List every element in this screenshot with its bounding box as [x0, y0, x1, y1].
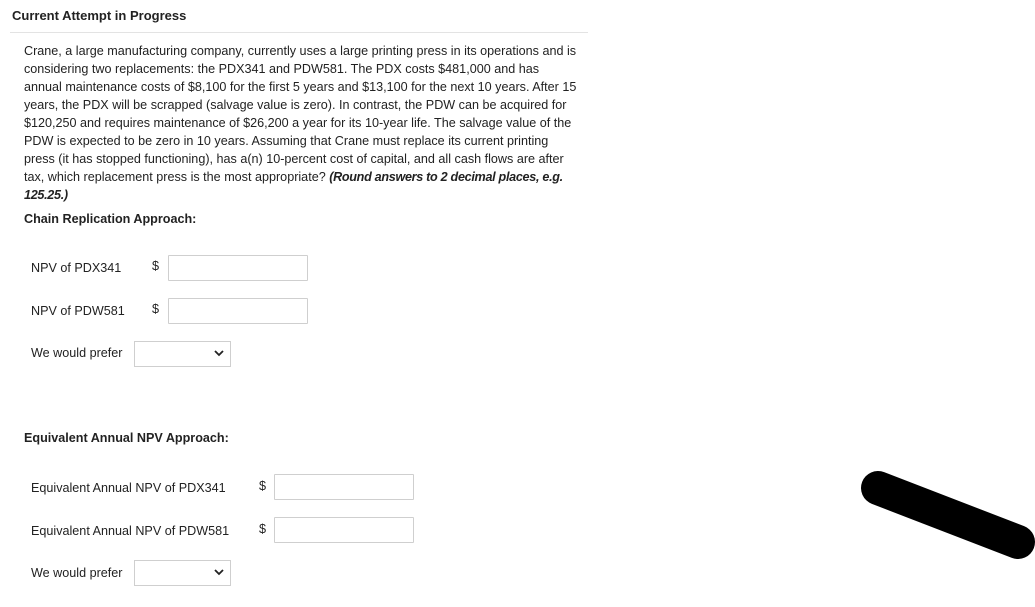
eanpv-pdx341-input[interactable] — [274, 474, 414, 500]
npv-pdw581-input[interactable] — [168, 298, 308, 324]
eanpv-prefer-select[interactable] — [134, 560, 231, 586]
eanpv-pdw581-input[interactable] — [274, 517, 414, 543]
eanpv-section-title: Equivalent Annual NPV Approach: — [24, 431, 229, 445]
redaction-mark — [858, 470, 1035, 562]
chevron-down-icon — [214, 568, 224, 576]
rounding-instruction: (Round answers to 2 decimal places, e.g. 125.25.) — [24, 170, 563, 202]
question-text — [24, 42, 580, 204]
npv-pdx341-dollar: $ — [152, 259, 160, 273]
eanpv-pdw581-dollar: $ — [259, 522, 267, 536]
eanpv-pdx341-label: Equivalent Annual NPV of PDX341 — [31, 481, 226, 495]
eanpv-prefer-label: We would prefer — [31, 566, 123, 580]
chevron-down-icon — [214, 349, 224, 357]
eanpv-pdw581-label: Equivalent Annual NPV of PDW581 — [31, 524, 230, 538]
npv-pdx341-input[interactable] — [168, 255, 308, 281]
header-title: Current Attempt in Progress — [12, 8, 187, 23]
chain-section-title: Chain Replication Approach: — [24, 212, 197, 226]
npv-pdw581-label: NPV of PDW581 — [31, 304, 125, 318]
chain-prefer-select[interactable] — [134, 341, 231, 367]
question-body: Crane, a large manufacturing company, currently uses a large printing press in its operations and is considering two replacements: the PDX341 and PDW581. The PDX costs $481,000 and has annual maintenance costs of $8,100 for the first 5 years and $13,100 for the next 10 years. After 15 years, the PDX will be scrapped (salvage value is zero). In contrast, the PDW can be acquired for $120,250 and requires maintenance of $26,200 a year for its 10-year life. The salvage value of the PDW is expected to be zero in 10 years. Assuming that Crane must replace its current printing press (it has stopped functioning), has a(n) 10-percent cost of capital, and all cash flows are after tax, which replacement press is the most appropriate? — [24, 44, 577, 184]
eanpv-pdx341-dollar: $ — [259, 479, 267, 493]
chain-prefer-label: We would prefer — [31, 346, 123, 360]
npv-pdw581-dollar: $ — [152, 302, 160, 316]
npv-pdx341-label: NPV of PDX341 — [31, 261, 122, 275]
header-divider — [10, 32, 588, 33]
